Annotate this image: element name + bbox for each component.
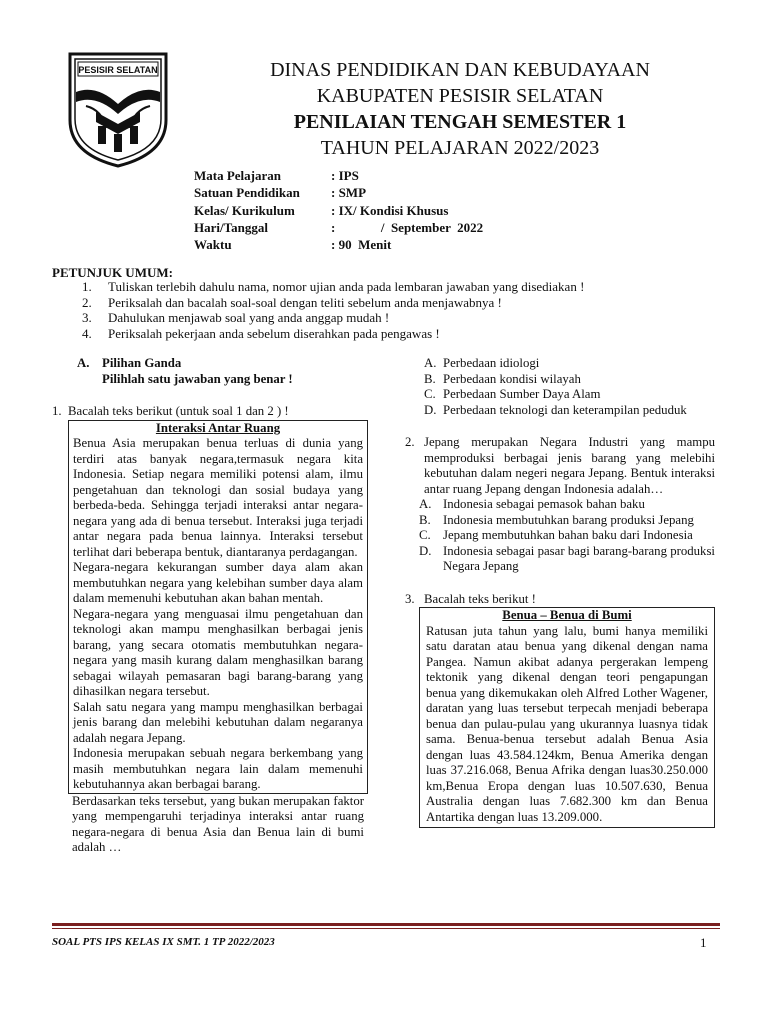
reading-paragraph: Ratusan juta tahun yang lalu, bumi hanya memiliki satu daratan atau benua yang dikenal dengan nama Pangea. Namun akibat adanya pergerakan lempeng tektonik yang dikenal dengan teori pengapungan benua yang dikemukakan oleh Alfred Lother Wagener, daratan yang luas tersebut terpecah menjadi beberapa benua dan pulau-pulau yang ukurannya luasnya tidak sama. Benua-benua tersebut adalah Benua Asia dengan luas 43.584.124km, Benua Amerika dengan luas 37.216.068, Benua Afrika dengan luas30.250.000 km,Benua Eropa dengan luas 10.507.630, Benua Australia dengan luas 7.682.300 km dan Benua Antartika dengan luas 13.209.000. bbox=[426, 623, 708, 824]
identity-value: : IPS bbox=[331, 168, 359, 183]
list-text: Periksalah pekerjaan anda sebelum diserahkan pada pengawas ! bbox=[108, 325, 440, 341]
exam-identity bbox=[194, 167, 483, 253]
left-column bbox=[52, 356, 368, 856]
identity-value: : / September 2022 bbox=[331, 219, 484, 235]
header-exam-title: PENILAIAN TENGAH SEMESTER 1 bbox=[293, 111, 627, 133]
option-letter: A. bbox=[424, 356, 437, 370]
option-text: Perbedaan Sumber Daya Alam bbox=[443, 387, 601, 401]
option-item bbox=[424, 403, 715, 419]
question-number: 1. bbox=[52, 404, 62, 418]
section-title: Pilihan Ganda bbox=[102, 356, 182, 370]
identity-label: Waktu bbox=[194, 237, 232, 253]
list-number: 3. bbox=[82, 310, 92, 325]
reading-paragraph: Indonesia merupakan sebuah negara berkembang yang masih membutuhkan negara lain dalam memenuhi kebutuhannya akan berbagai barang. bbox=[73, 746, 363, 791]
question-3-intro bbox=[405, 592, 715, 608]
option-text: Indonesia sebagai pemasok bahan baku bbox=[443, 497, 645, 511]
instructions-title: PETUNJUK UMUM: bbox=[52, 265, 173, 280]
footer-text: SOAL PTS IPS KELAS IX SMT. 1 TP 2022/2023 bbox=[52, 936, 275, 948]
section-a-heading bbox=[77, 356, 368, 387]
instructions-list bbox=[82, 279, 702, 341]
option-letter: C. bbox=[424, 387, 436, 401]
svg-text:PESISIR SELATAN: PESISIR SELATAN bbox=[78, 65, 158, 75]
identity-row bbox=[194, 236, 483, 253]
header-regency: KABUPATEN PESISIR SELATAN bbox=[316, 85, 604, 107]
identity-row bbox=[194, 202, 483, 219]
identity-value: : SMP bbox=[331, 185, 367, 201]
option-text: Perbedaan idiologi bbox=[443, 356, 540, 370]
option-letter: D. bbox=[424, 402, 437, 417]
option-item bbox=[419, 528, 715, 544]
option-text: Indonesia membutuhkan barang produksi Jepang bbox=[443, 512, 694, 527]
question-1-options bbox=[424, 356, 715, 418]
header-school-year: TAHUN PELAJARAN 2022/2023 bbox=[320, 137, 600, 159]
question-1-text: Berdasarkan teks tersebut, yang bukan merupakan faktor yang mempengaruhi terjadinya interaksi antar ruang negara-negara di benua Asia dan Benua lain di bumi adalah … bbox=[72, 793, 364, 854]
reading-paragraph: Salah satu negara yang mampu menghasilkan berbagai jenis barang dan melebihi kebutuhan dalam negaranya adalah negara Jepang. bbox=[73, 699, 363, 745]
right-column bbox=[405, 356, 715, 828]
option-letter: B. bbox=[424, 371, 436, 386]
question-intro-text: Bacalah teks berikut (untuk soal 1 dan 2 ) ! bbox=[68, 404, 289, 418]
list-text: Tuliskan terlebih dahulu nama, nomor ujian anda pada lembaran jawaban yang disediakan ! bbox=[108, 279, 585, 294]
reading-box-title: Interaksi Antar Ruang bbox=[155, 420, 281, 435]
reading-paragraph: Negara-negara kekurangan sumber daya alam akan membutuhkan negara yang kelebihan sumber daya alam dalam memenuhi kebutuhan akan bahan mentah. bbox=[73, 560, 363, 605]
list-item bbox=[82, 279, 702, 295]
list-item bbox=[82, 326, 702, 342]
option-letter: D. bbox=[419, 543, 432, 558]
identity-row bbox=[194, 167, 483, 184]
question-intro-text: Bacalah teks berikut ! bbox=[424, 591, 536, 606]
option-item bbox=[424, 387, 715, 403]
list-text: Dahulukan menjawab soal yang anda anggap mudah ! bbox=[108, 310, 390, 325]
section-subtitle: Pilihlah satu jawaban yang benar ! bbox=[102, 371, 293, 386]
option-letter: A. bbox=[419, 497, 432, 511]
footer-rule-thin bbox=[52, 928, 720, 929]
list-text: Periksalah dan bacalah soal-soal dengan teliti sebelum anda menjawabnya ! bbox=[108, 294, 502, 310]
identity-label: Hari/Tanggal bbox=[194, 219, 268, 235]
question-number: 3. bbox=[405, 591, 415, 606]
question-1-intro bbox=[52, 404, 368, 420]
reading-box-title: Benua – Benua di Bumi bbox=[502, 608, 632, 622]
reading-paragraph: Negara-negara yang menguasai ilmu pengetahuan dan teknologi akan mampu menghasilkan berbagai jenis barang, yang secara otomatis membutuhkan negara-negara yang masih kurang dalam menghasilkan barang sebagai wilayah pemasaran bagi barang-barang yang dihasilkan negara tersebut. bbox=[73, 606, 363, 698]
page-number: 1 bbox=[700, 935, 707, 950]
option-text: Perbedaan teknologi dan keterampilan peduduk bbox=[443, 402, 687, 417]
option-item bbox=[419, 544, 715, 575]
option-text: Indonesia sebagai pasar bagi barang-barang produksi Negara Jepang bbox=[443, 543, 715, 573]
question-text: Jepang merupakan Negara Industri yang mampu memproduksi berbagai jenis barang yang melebihi kebutuhan dalam negeri negara Jepang. Bentuk interaksi antar ruang Jepang dengan Indonesia adalah… bbox=[424, 435, 715, 496]
question-2-options bbox=[419, 497, 715, 575]
identity-value: : 90 Menit bbox=[331, 237, 392, 253]
option-text: Perbedaan kondisi wilayah bbox=[443, 371, 581, 386]
identity-value: : IX/ Kondisi Khusus bbox=[331, 202, 449, 218]
option-item bbox=[419, 497, 715, 513]
option-item bbox=[419, 513, 715, 529]
option-item bbox=[424, 356, 715, 372]
list-item bbox=[82, 295, 702, 311]
reading-paragraph: Benua Asia merupakan benua terluas di dunia yang terdiri atas banyak negara,termasuk negara kita Indonesia. Setiap negara memiliki potensi alam, ilmu pengetahuan dan teknologi dan sosial budaya yang berbeda-beda. Sehingga terjadi interaksi antar negara-negara yang ada di benua tersebut. Interaksi juga terjadi antar negara pada benua lainnya. Interaksi tersebut terlihat dari beberapa bentuk, diantaranya perdagangan. bbox=[73, 436, 363, 559]
list-item bbox=[82, 310, 702, 326]
option-text: Jepang membutuhkan bahan baku dari Indonesia bbox=[443, 528, 693, 542]
header-agency: DINAS PENDIDIKAN DAN KEBUDAYAAN bbox=[270, 59, 650, 81]
reading-box-interaksi bbox=[68, 420, 368, 794]
identity-row bbox=[194, 219, 483, 236]
identity-label: Satuan Pendidikan bbox=[194, 185, 300, 201]
identity-label: Mata Pelajaran bbox=[194, 168, 282, 183]
option-item bbox=[424, 372, 715, 388]
option-letter: B. bbox=[419, 512, 431, 527]
list-number: 1. bbox=[82, 279, 92, 294]
reading-box-benua bbox=[419, 607, 715, 828]
logo-pesisir-selatan bbox=[66, 50, 170, 168]
list-number: 2. bbox=[82, 294, 92, 310]
list-number: 4. bbox=[82, 325, 92, 341]
identity-row bbox=[194, 184, 483, 201]
option-letter: C. bbox=[419, 528, 431, 542]
footer-rule-thick bbox=[52, 923, 720, 926]
section-letter: A. bbox=[77, 356, 90, 370]
question-number: 2. bbox=[405, 435, 415, 449]
identity-label: Kelas/ Kurikulum bbox=[194, 202, 295, 218]
question-2 bbox=[405, 435, 715, 497]
